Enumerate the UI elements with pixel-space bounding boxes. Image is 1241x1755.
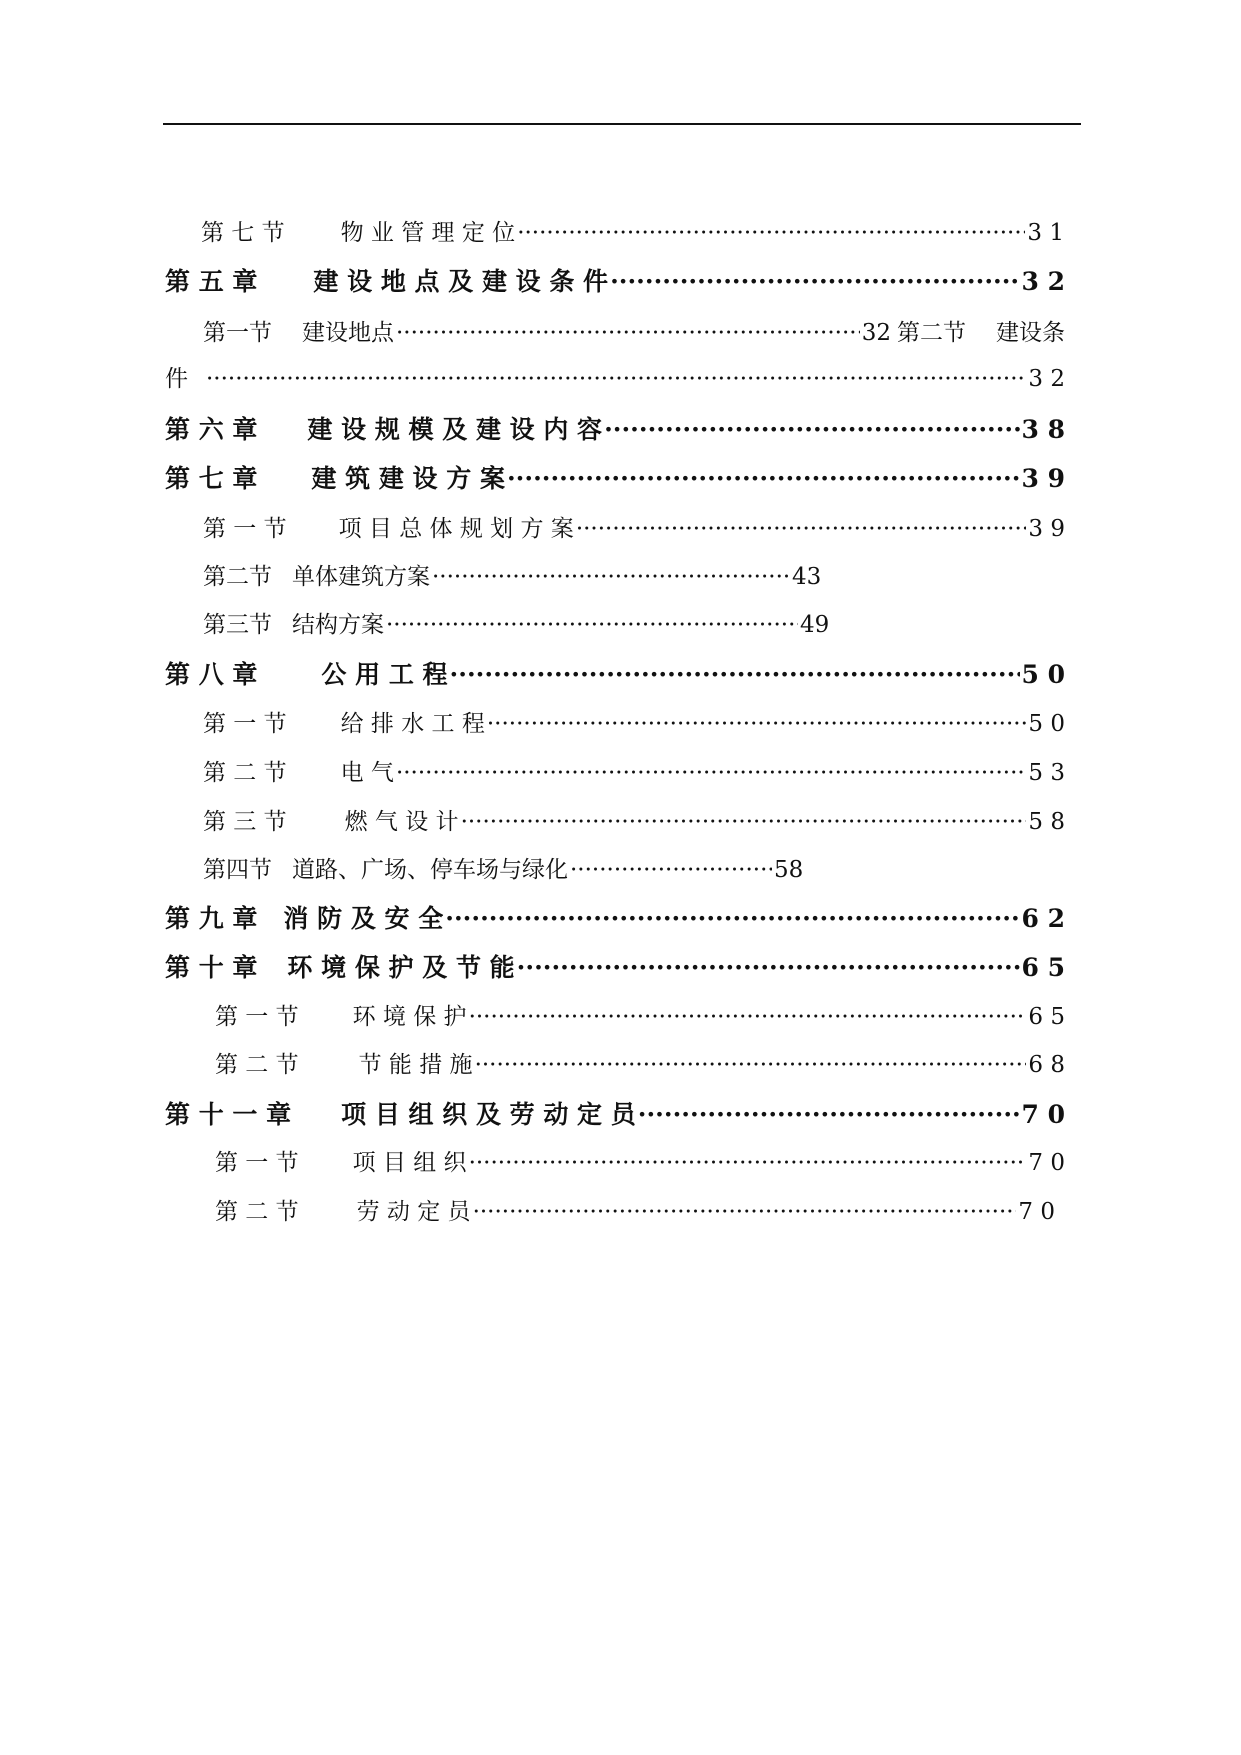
toc-title: 单体建筑方案 — [292, 564, 430, 590]
toc-entry-section[interactable] — [215, 1046, 1065, 1079]
toc-title: 物 业 管 理 定 位 — [340, 220, 516, 246]
toc-page: 6 8 — [1028, 1052, 1065, 1078]
toc-leader — [517, 953, 1020, 982]
toc-entry-section[interactable] — [203, 754, 1065, 787]
toc-page: 58 — [774, 857, 804, 883]
toc-page: 7 0 — [1021, 1100, 1065, 1129]
toc-page: 5 3 — [1028, 760, 1065, 786]
toc-page: 32 — [861, 320, 891, 346]
toc-entry-continuation[interactable] — [165, 360, 1065, 393]
toc-page: 6 5 — [1021, 953, 1065, 982]
toc-page: 3 1 — [1027, 220, 1064, 246]
toc-title: 消 防 及 安 全 — [283, 904, 444, 933]
toc-page: 3 2 — [1028, 366, 1065, 392]
toc-title: 节 能 措 施 — [358, 1052, 473, 1078]
toc-leader — [469, 1004, 1027, 1030]
toc-page: 5 0 — [1021, 660, 1065, 689]
toc-label: 第 一 节 — [215, 1004, 299, 1030]
toc-label: 第 一 节 — [203, 516, 287, 542]
toc-title: 结构方案 — [292, 612, 384, 638]
toc-leader — [432, 564, 790, 590]
toc-leader — [604, 415, 1019, 444]
toc-entry-chapter[interactable] — [165, 899, 1065, 935]
toc-title: 公 用 工 程 — [321, 660, 448, 689]
toc-page: 43 — [792, 564, 822, 590]
toc-page: 6 2 — [1021, 904, 1065, 933]
toc-page: 7 0 — [1028, 1150, 1065, 1176]
toc-leader — [473, 1199, 1017, 1225]
toc-label: 第 三 节 — [203, 809, 287, 835]
toc-leader — [475, 1052, 1027, 1078]
toc-leader — [206, 366, 1026, 392]
toc-label: 第二节 — [203, 564, 272, 590]
toc-entry-section[interactable] — [215, 1193, 1055, 1226]
toc-leader — [576, 516, 1027, 542]
toc-entry-chapter[interactable] — [165, 459, 1065, 495]
toc-entry-chapter[interactable] — [165, 1095, 1065, 1131]
toc-leader — [396, 760, 1026, 786]
toc-leader — [517, 220, 1025, 246]
toc-leader — [469, 1150, 1027, 1176]
toc-title: 件 — [165, 366, 188, 392]
toc-leader — [570, 857, 772, 883]
toc-leader — [507, 464, 1020, 493]
toc-entry-section[interactable] — [203, 606, 843, 639]
toc-page: 7 0 — [1018, 1199, 1055, 1225]
toc-entry-chapter[interactable] — [165, 410, 1065, 446]
toc-label: 第 一 节 — [203, 711, 287, 737]
toc-title: 环 境 保 护 — [352, 1004, 467, 1030]
toc-label: 第 九 章 — [165, 904, 258, 933]
toc-page: 3 9 — [1028, 516, 1065, 542]
toc-page: 5 8 — [1028, 809, 1065, 835]
toc-page: 3 9 — [1021, 464, 1065, 493]
toc-title: 项 目 组 织 及 劳 动 定 员 — [341, 1100, 636, 1129]
toc-title: 建设条 — [996, 320, 1065, 346]
toc-label: 第 五 章 — [165, 267, 258, 296]
toc-page: 6 5 — [1028, 1004, 1065, 1030]
toc-entry-section[interactable] — [201, 214, 1064, 247]
toc-title: 燃 气 设 计 — [344, 809, 459, 835]
toc-title: 劳 动 定 员 — [356, 1199, 471, 1225]
toc-title: 建设地点 — [302, 320, 394, 346]
toc-label: 第 二 节 — [215, 1199, 299, 1225]
toc-label: 第 十 一 章 — [165, 1100, 292, 1129]
toc-title: 给 排 水 工 程 — [340, 711, 485, 737]
toc-entry-chapter[interactable] — [165, 262, 1065, 298]
toc-label: 第四节 — [203, 857, 272, 883]
toc-label: 第 七 章 — [165, 464, 258, 493]
toc-leader — [396, 320, 860, 346]
toc-title: 建 设 规 模 及 建 设 内 容 — [307, 415, 603, 444]
toc-leader — [487, 711, 1027, 737]
toc-label: 第 二 节 — [203, 760, 287, 786]
toc-entry-section[interactable] — [203, 851, 843, 884]
toc-leader — [450, 660, 1020, 689]
toc-entry-section[interactable] — [203, 314, 1065, 347]
toc-leader — [386, 612, 798, 638]
toc-leader — [638, 1100, 1020, 1129]
toc-entry-section[interactable] — [203, 705, 1065, 738]
toc-leader — [445, 904, 1019, 933]
toc-entry-section[interactable] — [215, 1144, 1065, 1177]
toc-title: 道路、广场、停车场与绿化 — [292, 857, 568, 883]
toc-label: 第 六 章 — [165, 415, 258, 444]
toc-leader — [461, 809, 1027, 835]
toc-title: 电 气 — [340, 760, 394, 786]
toc-entry-section[interactable] — [203, 510, 1065, 543]
toc-label: 第 二 节 — [215, 1052, 299, 1078]
toc-label: 第二节 — [897, 320, 966, 346]
toc-title: 建 设 地 点 及 建 设 条 件 — [313, 267, 609, 296]
toc-leader — [610, 267, 1019, 296]
toc-page: 5 0 — [1028, 711, 1065, 737]
toc-label: 第 八 章 — [165, 660, 258, 689]
toc-entry-section[interactable] — [203, 558, 843, 591]
toc-page: 3 2 — [1021, 267, 1065, 296]
toc-title: 环 境 保 护 及 节 能 — [287, 953, 515, 982]
toc-label: 第一节 — [203, 320, 272, 346]
toc-label: 第三节 — [203, 612, 272, 638]
toc-title: 建 筑 建 设 方 案 — [311, 464, 505, 493]
toc-label: 第 一 节 — [215, 1150, 299, 1176]
toc-title: 项 目 总 体 规 划 方 案 — [338, 516, 574, 542]
toc-entry-chapter[interactable] — [165, 948, 1065, 984]
toc-label: 第 十 章 — [165, 953, 258, 982]
toc-page: 49 — [800, 612, 830, 638]
toc-entry-chapter[interactable] — [165, 655, 1065, 691]
toc-title: 项 目 组 织 — [352, 1150, 467, 1176]
toc-label: 第 七 节 — [201, 220, 285, 246]
toc-page: 3 8 — [1021, 415, 1065, 444]
toc-entry-section[interactable] — [215, 998, 1065, 1031]
toc-entry-section[interactable] — [203, 803, 1065, 836]
